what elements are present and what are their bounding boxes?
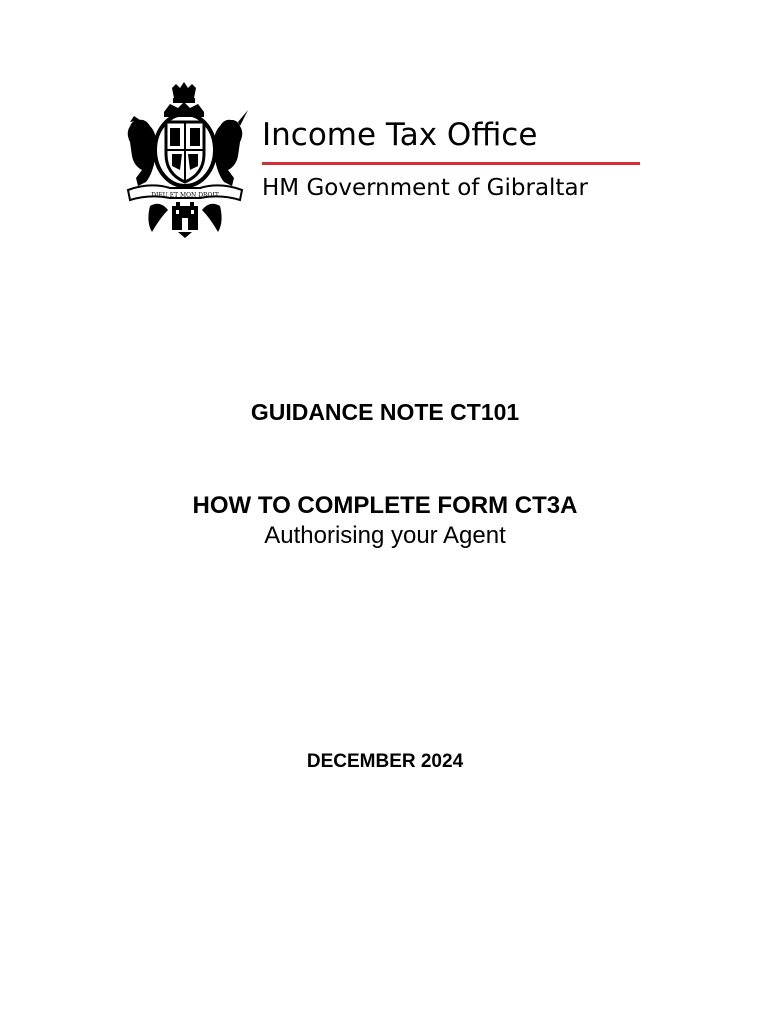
- svg-text:DIEU ET MON DROIT: DIEU ET MON DROIT: [151, 192, 219, 199]
- government-name: HM Government of Gibraltar: [262, 175, 588, 201]
- coat-of-arms-icon: [120, 82, 250, 238]
- office-name: Income Tax Office: [262, 117, 538, 153]
- document-date: DECEMBER 2024: [306, 751, 464, 772]
- form-title: HOW TO COMPLETE FORM CT3A: [192, 492, 578, 519]
- header-divider: [262, 162, 640, 165]
- document-header: [0, 0, 770, 260]
- form-subtitle: Authorising your Agent: [264, 522, 506, 549]
- guidance-note-title: GUIDANCE NOTE CT101: [250, 399, 520, 425]
